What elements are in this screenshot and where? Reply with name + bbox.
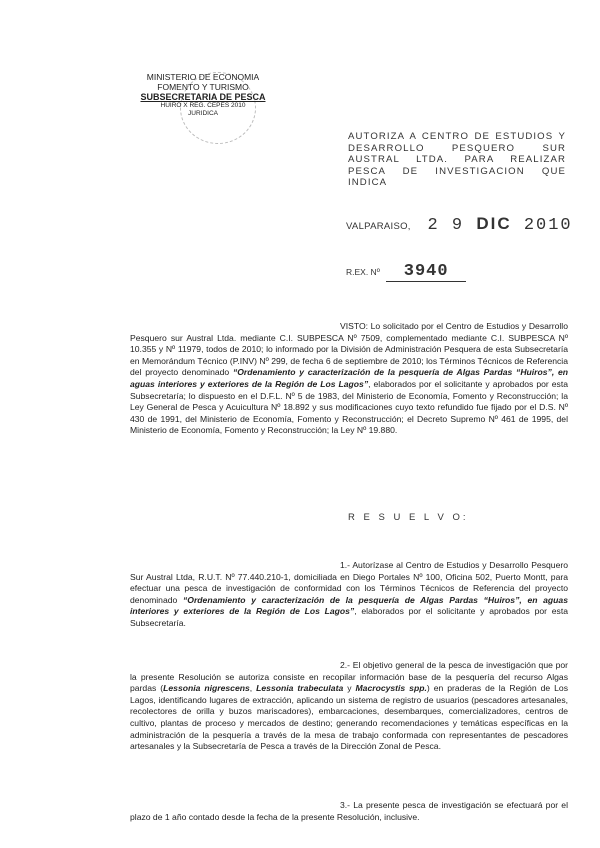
- resolution-number-label: R.EX. Nº: [346, 267, 380, 277]
- dateline-city: VALPARAISO,: [346, 221, 411, 232]
- letterhead-subsecretaria: SUBSECRETARIA DE PESCA: [140, 92, 266, 102]
- species-lessonia-trabeculata: Lessonia trabeculata: [256, 683, 344, 694]
- dateline-year: 2010: [523, 216, 573, 235]
- article-2-text-1: 2.- El objetivo general de la pesca de investigación que por la presente Resolución se autoriza consiste en recopilar información base de la pesquería del recurso Algas pardas (: [130, 660, 568, 694]
- dateline: [346, 214, 573, 235]
- resolution-number-value: 3940: [386, 263, 466, 282]
- visto-paragraph: [130, 321, 568, 437]
- letterhead-ministry-sub: FOMENTO Y TURISMO: [157, 82, 249, 92]
- letterhead-reference: HUIRO X REG. CEPES 2010: [160, 102, 246, 109]
- visto-text-2: , elaborados por el solicitante y aprobados por esta Subsecretaría; lo dispuesto en el D.F.L. Nº 5 de 1983, del Ministerio de Economía, Fomento y Reconstrucción; la Ley General de Pesca y Acuicultura Nº 18.892 y sus modificaciones cuyo texto refundido fue fijado por el D.S. Nº 430 de 1991, del Ministerio de Economía, Fomento y Reconstrucción; el Decreto Supremo Nº 461 de 1995, del Ministerio de Economía, Fomento y Reconstrucción; la Ley Nº 19.880.: [130, 378, 568, 436]
- article-1-text-2: , elaborados por el solicitante y aprobados por esta Subsecretaría.: [130, 606, 568, 628]
- article-2-sep-1: ,: [249, 683, 257, 694]
- resuelvo-heading: R E S U E L V O:: [348, 512, 469, 523]
- article-2-text-2: ) en praderas de la Región de Los Lagos, identificando lugares de extracción, aplicando un sistema de registro de usuarios (pescadores artesanales, recolectores de orilla y buzos mariscadores), embarcaciones, desembarques, comercializadores, centros de cultivo, plantas de proceso y mercados de destino; generando recomendaciones y temáticas específicas en la administración de la pesquería a través de la mesa de trabajo conformada con representantes de pescadores artesanales y la Subsecretaría de Pesca a través de la Dirección Zonal de Pesca.: [130, 683, 569, 752]
- letterhead-ministry: MINISTERIO DE ECONOMIA: [146, 72, 260, 82]
- resolution-number: [346, 263, 466, 282]
- article-2-sep-2: y: [343, 683, 356, 694]
- article-1-project-name: “Ordenamiento y caracterización de la pesquería de Algas Pardas “Huiros”, en aguas interiores y exteriores de la Región de Los Lagos”: [130, 594, 568, 617]
- species-macrocystis: Macrocystis spp.: [355, 683, 427, 694]
- article-1: [130, 560, 568, 630]
- dateline-date: [428, 216, 573, 235]
- dateline-day: 2 9: [427, 216, 465, 235]
- article-3: [130, 800, 568, 823]
- species-lessonia-nigrescens: Lessonia nigrescens: [163, 683, 250, 694]
- article-2: [130, 660, 568, 753]
- visto-text-1: VISTO: Lo solicitado por el Centro de Estudios y Desarrollo Pesquero sur Austral Ltda. mediante C.I. SUBPESCA Nº 7509, complementado mediante C.I. SUBPESCA Nº 10.355 y Nº 11979, todos de 2010; lo informado por la División de Administración Pesquera de esta Subsecretaría en Memorándum Técnico (P.INV) Nº 299, de fecha 6 de septiembre de 2010; los Términos Técnicos de Referencia del proyecto denominado: [130, 321, 568, 378]
- letterhead-department: JURIDICA: [188, 110, 218, 117]
- article-1-text-1: 1.- Autorízase al Centro de Estudios y Desarrollo Pesquero Sur Austral Ltda, R.U.T. Nº 77.440.210-1, domiciliada en Diego Portales Nº 100, Oficina 502, Puerto Montt, para efectuar una pesca de investigación de conformidad con los Términos Técnicos de Referencia del proyecto denominado: [130, 560, 568, 605]
- article-3-text: 3.- La presente pesca de investigación se efectuará por el plazo de 1 año contado desde la fecha de la presente Resolución, inclusive.: [130, 800, 568, 822]
- resolution-title: AUTORIZA A CENTRO DE ESTUDIOS Y DESARROLLO PESQUERO SUR AUSTRAL LTDA. PARA REALIZAR PESCA DE INVESTIGACION QUE INDICA: [348, 131, 566, 188]
- dateline-month: DIC: [476, 214, 512, 233]
- letterhead: [128, 72, 278, 118]
- visto-project-name: “Ordenamiento y caracterización de la pesquería de Algas Pardas “Huiros”, en aguas interiores y exteriores de la Región de Los Lagos”: [130, 367, 568, 389]
